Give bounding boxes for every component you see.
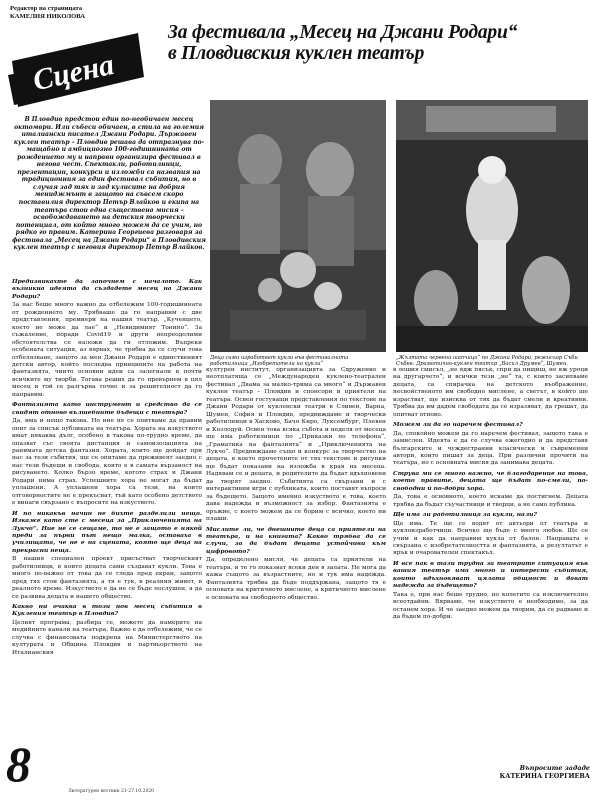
interview-question: И все пак в тази трудна за театрите ситуация във вашия театър има много и интересни събития, които вдъхновяват цялата общност и дават надежда за бъдещето? [393,559,588,590]
interview-answer: Да, определено мисля, че децата са приятели на театъра, и те го показват всеки ден в залата. Не мога да кажа същото за възрастните, но и тук има надежда. Фантазията трябва да бъде поддържана, защото тя е основата на критичното мислене, а критичното мислене е основата на свободното общество. [206,557,386,601]
page-number: 8 [6,736,31,792]
headline [168,22,588,64]
section-brand-text: Сцена [30,47,117,98]
interview-answer: За нас беше много важно да отбележим 100-годишнината от рождението му. Трябваше да го направим с две представления, премиери на нашия театър. „Кученцето, което не може да лае“ и „Невидимият Тонино“. За съжаление, поради Covid19 и други непреодолими обстоятелства се наложи да ги отложим. Въпреки особената ситуация, аз вярвах, че трябва да се случи това отбелязване, защото за мен Джани Родари е единственият детски автор, който последва принципите на работа на фантазията, чиито основни идеи са залегнали в почти всичките му творби. Тогава реших да го превърнем в цял месец и той се разгърна точно и за решителност да го направим. [12,302,202,398]
photo-stage-performance-image [396,100,588,352]
interview-question: Ще има ли работилница за кукли, нали? [393,511,537,519]
interview-answer: Да, това е основното, което искаме да постигнем. Децата трябва да бъдат съучастници и творци, а не само публика. [393,494,588,508]
interview-answer: културен институт, организацията за Сдружение и неотплатяща се „Международен куклено-театрален фестивал „Двама за малко-трима са много“ и Държавен куклен театър – Пловдив и спонсори и приятели на театъра. Освен гостуващи представления по текстове на Джани Родари от кукленски театри в Сливен, Варна, Шумен, София и Пловдив, предвиждаме и творчески работилници в Хасково, Бачо Киро, Луксембург, Плевен и Козлодуй. Освен това всяка събота и неделя от месеца ще има работилници по „Приказки по телефона“, „Граматика на фантазията“ и „Приключенията на Лукчо“. Предвиждаме също и конкурс за творчество на децата, в което прочетените от тях текстове и рисунки ще бъдат показани на изложба в края на месеца. Надявам се и децата, и родителите да бъдат вдъхновени да творят заедно. Събитията са свързани и с интерактивни игри с публиката, които поставят въпроси за бъдещето. Защото именно изкуството е това, което дава надежда и възможност за избор. Фантазията е оръжие, с което можем да се борим с всичко, което ни плаши. [206,367,386,523]
editor-credit [10,5,150,21]
signoff-author: КАТЕРИНА ГЕОРГИЕВА [499,772,590,780]
interview-question: И по никакъв начин не бихте разделили нещо. Изкаже като сте с месеца за „Приключенията на Лукчо“. Ние не се сещаме, то не е защото е някой преди за първи път нещо малка, оставаха в училищата, че не е на сцената, която ще деца на прекрасни неща. [12,509,202,554]
interview-question: Мислите ли, че днешните деца са приятели на театъра, и на книгата? Какво трябва да се случи, за да бъдат децата устойчиви към цифровото? [206,525,386,555]
interview-question: Какво ни очаква в този нов месец събития в Кукления театър в Пловдив? [12,603,202,618]
photo-children-puppets [210,100,386,352]
interview-answer: Да, има и нещо такова. Но ние не се опитваме да правим опит за списък публиката на театъра. Хората на изкуството имат някаква дълг, особено в такова по-трудно време, да опазват със своята дистанция и самоизолацията на ранимата детска фантазия. Хората, които ще дойдат при нас за тези събития, ще се опитаме да преживеят заедно с нас тези бъдещи и свобода, която е в самата вързаност на рисуването. Колко бързо време, когото страх и Джани Родари нима страх. Успешните хора не могат да бъдат уплашени. А уплашени хора са тези, на които отговорностите не е прекъснат, тъй като особено детството е винаги свързано с въпросите на изкуството. [12,418,202,507]
footer-publication: Литературен вестник 21-27.10.2020 [68,789,155,794]
headline-line-1: За фестивала „Месец на Джани Родари“ [168,22,518,43]
interview-question: Можем ли да го наречем фестивал? [393,421,523,429]
intro-paragraph [12,116,206,252]
article-column-3 [393,367,588,624]
photo-caption-1: Деца сами изработват кукли във фестивалната работилница „Изобретатели на кукли“ [210,355,349,368]
photo-stage-performance [396,100,588,352]
interview-answer: Така е, при нас беше трудно, но колегите са изключително всеотдайни. Вярваме, че изкуството е необходимо, за да останем хора. И че заедно можем да творим, да се радваме и да бъдем по-добри. [393,591,588,621]
interview-signoff [450,764,590,780]
editor-role: Редактор на страницата [10,5,83,12]
interview-answer: Да, спокойно можем да го наречем фестивал, защото така е замислен. Идеята е да се случва ежегодно и да представя българските и чуждестранни класически и съвременни автори, които пишат за деца. При различни прочити на театъра, но с основната мисия да занимава децата. [393,430,588,467]
interview-answer: в лошия смисъл, „не ядж пясък, спри да пищиш, не яж уроци на другарчето“, и всички тези „не“ та, с които засипваме децата, са спирачка на детското въображение, несвойственото им свободно мислене, а светът, в който ще израстват, ще изисква от тях да бъдат смели и креативни. Трябва да им дадем свободата да се изразяват, да грешат, да опитват отново. [393,367,588,418]
article-column-1 [12,278,202,659]
interview-answer: Целият програма, разбира се, можете да намерите на медийните канали на театъра. Важно е да отбележим, че се случва с финансовата подкрепа на Министерството на културата и Община Пловдив и партньорството на Италианския [12,619,202,656]
interview-answer: В нашия специален проект присъстват творческият работилници, в които децата сами създават кукли. Това е много по-важно от това да се гледа пред екран, защото пред тях стои фантазията, а тя е тук, в реалния живот, в реалното време. Изкуството е да не се бъде послушен, а да се развива децата и нашето общество. [12,556,202,600]
interview-answer: Ще има. Те ще се водят от актьори от театъра и куклоизработчици. Всичко ще бъде с много любов. Ще се учим и как да направим кукла от балон. Направата е свързана с изобретателността и фантазията, а резултатът е ярък и очарователен спектакъл. [393,520,588,557]
interview-question: Фантазията като инструмент и средство да се свидят отново вълшебните бъдещи с театъра? [12,401,202,416]
interview-question: Струва ми се много важно, че благодарение на това, което правите, децата ще бъдат по-смели, по-свободни и по-добри хора. [393,469,588,492]
intro-text: В Пловдив предстои един по-необичаен месец октомври. Или събеси обичаен, в стила на големия италиански писател Джани Родари. Държавен куклен театър – Пловдив решава да отпразнува по-мащабно и амбициозно 100-годишнината от рождението му и направи организира фестивал в негова чест. Спектакли, работилници, презентации, конкурси и изложби са назвапия на традиционния за един фестивал събития, но в случая зад тях и зад кулисите на добрия мениджмънт в защото на съвсем скоро поставилия директор Петър Влайков и екипа на театъра стои една същественa мисия – освобождаването на детския творчески потенциал, от който много можем да се учим, но рядко го правим. Катерина Георгиева разговаря за фестивала „Месец на Джани Родари“ в Пловдивския куклен театър с неговия директор Петър Влайков. [12,116,206,252]
signoff-label: Въпросите зададе [519,764,590,772]
section-brand-logo [8,27,146,111]
article-column-2 [206,367,386,604]
editor-name: КАМЕЛИЯ НИКОЛОВА [10,13,85,20]
photo-caption-2: „Жълтата червена шапчица“ по Джани Родари, режисьор Съби Събев. Драматично-куклен театър „Васил Друмев“, Шумен. [396,355,578,368]
headline-line-2: в Пловдивския куклен театър [168,43,425,64]
interview-question: Предизвикахте да започнем с началото. Как възникна идеята да създадете месец на Джани Родари? [12,278,202,300]
photo-children-puppets-image [210,100,386,352]
